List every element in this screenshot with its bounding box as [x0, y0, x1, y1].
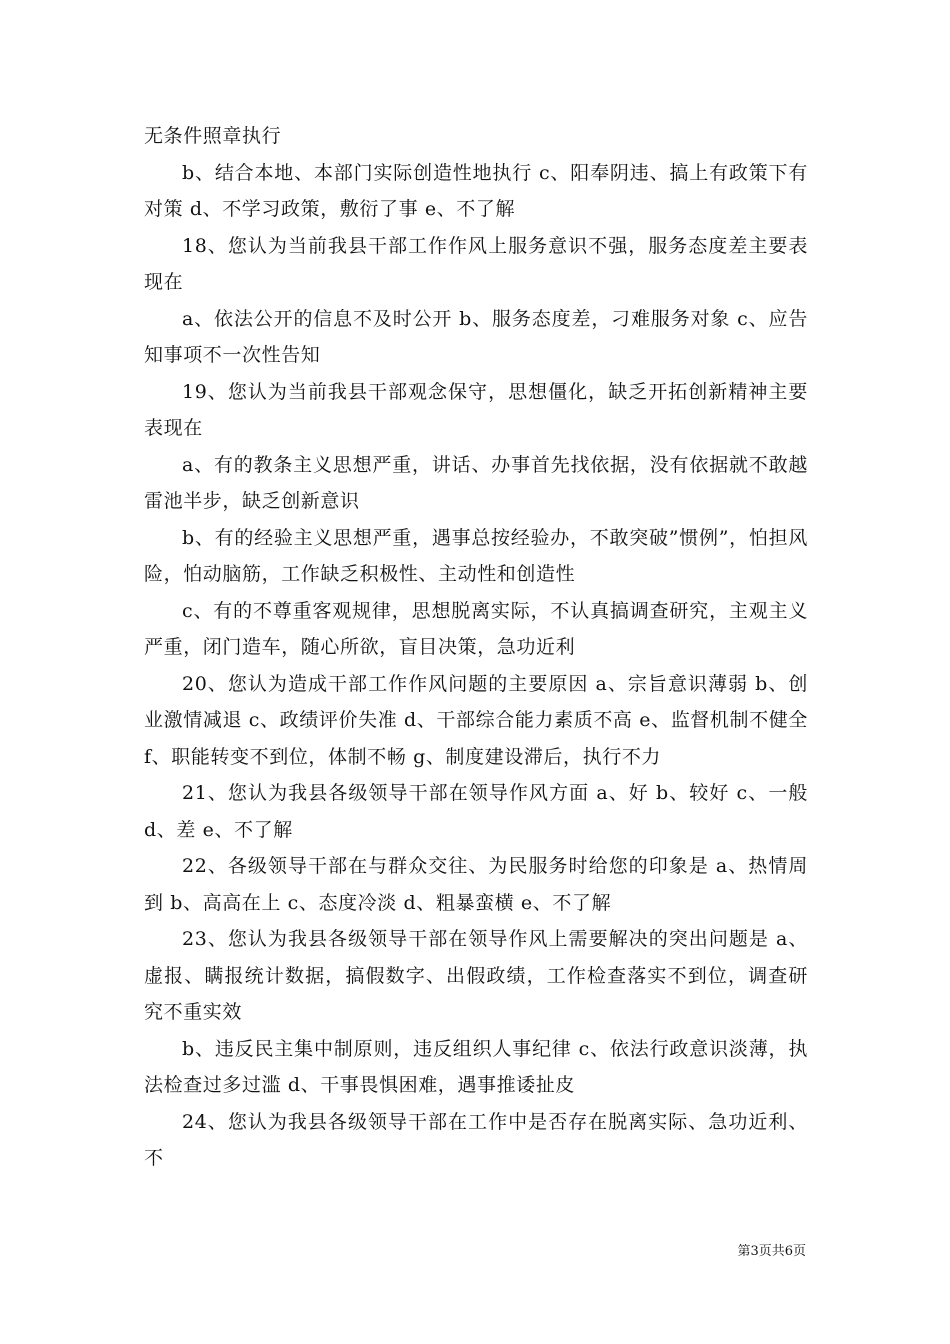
document-body — [144, 118, 808, 1177]
paragraph: 20、您认为造成干部工作作风问题的主要原因 a、宗旨意识薄弱 b、创业激情减退 c、政绩评价失准 d、干部综合能力素质不高 e、监督机制不健全 f、职能转变不到位，体制不畅 g、制度建设滞后，执行不力 — [144, 672, 808, 768]
paragraph: 22、各级领导干部在与群众交往、为民服务时给您的印象是 a、热情周到 b、高高在上 c、态度冷淡 d、粗暴蛮横 e、不了解 — [144, 855, 808, 914]
paragraph: a、依法公开的信息不及时公开 b、服务态度差，刁难服务对象 c、应告知事项不一次性告知 — [144, 307, 808, 366]
paragraph: c、有的不尊重客观规律，思想脱离实际，不认真搞调查研究，主观主义严重，闭门造车，随心所欲，盲目决策，急功近利 — [144, 599, 808, 658]
page-number-footer: 第3页共6页 — [737, 1244, 806, 1259]
paragraph: b、有的经验主义思想严重，遇事总按经验办，不敢突破”惯例”，怕担风险，怕动脑筋，工作缺乏积极性、主动性和创造性 — [144, 526, 808, 585]
paragraph: b、违反民主集中制原则，违反组织人事纪律 c、依法行政意识淡薄，执法检查过多过滥 d、干事畏惧困难，遇事推诿扯皮 — [144, 1037, 808, 1096]
paragraph: 24、您认为我县各级领导干部在工作中是否存在脱离实际、急功近利、不 — [144, 1110, 808, 1169]
paragraph: a、有的教条主义思想严重，讲话、办事首先找依据，没有依据就不敢越雷池半步，缺乏创新意识 — [144, 453, 808, 512]
paragraph: 无条件照章执行 — [144, 125, 282, 147]
paragraph: b、结合本地、本部门实际创造性地执行 c、阳奉阴违、搞上有政策下有对策 d、不学习政策，敷衍了事 e、不了解 — [144, 161, 808, 220]
paragraph: 21、您认为我县各级领导干部在领导作风方面 a、好 b、较好 c、一般 d、差 e、不了解 — [144, 782, 808, 841]
paragraph: 23、您认为我县各级领导干部在领导作风上需要解决的突出问题是 a、虚报、瞒报统计数据，搞假数字、出假政绩，工作检查落实不到位，调查研究不重实效 — [144, 928, 808, 1023]
paragraph: 19、您认为当前我县干部观念保守，思想僵化，缺乏开拓创新精神主要表现在 — [144, 380, 808, 439]
paragraph: 18、您认为当前我县干部工作作风上服务意识不强，服务态度差主要表现在 — [144, 234, 808, 293]
